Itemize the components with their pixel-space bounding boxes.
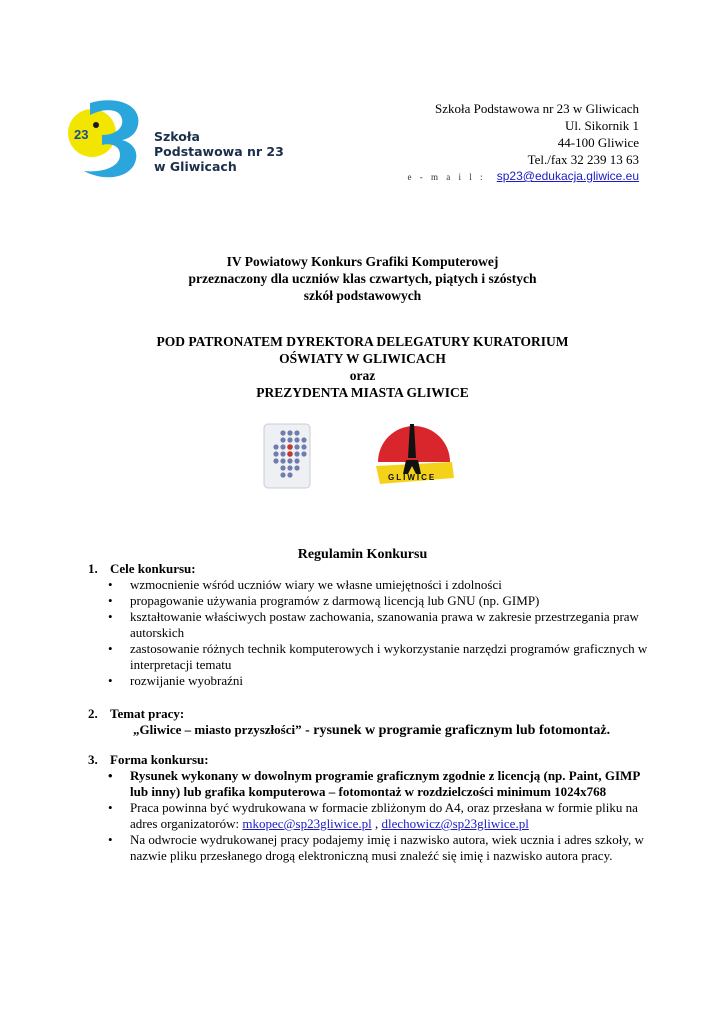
email-link-mkopec[interactable]: mkopec@sp23gliwice.pl bbox=[242, 816, 372, 831]
email-link[interactable]: sp23@edukacja.gliwice.eu bbox=[496, 169, 639, 183]
logo-digit: 23 bbox=[74, 127, 89, 142]
form-list bbox=[88, 768, 648, 864]
gliwice-emblem bbox=[372, 418, 457, 490]
logo-line-1: Szkoła bbox=[154, 129, 200, 144]
list-item: • rozwijanie wyobraźni bbox=[88, 673, 648, 689]
section-form bbox=[88, 752, 648, 864]
logo-line-3: w Gliwicach bbox=[154, 159, 237, 174]
email-link-dlechowicz[interactable]: dlechowicz@sp23gliwice.pl bbox=[381, 816, 529, 831]
list-item: • zastosowanie różnych technik komputerowych i wykorzystanie narzędzi programów graficznych w interpretacji tematu bbox=[88, 641, 648, 673]
title-line-3: szkół podstawowych bbox=[303, 288, 422, 303]
list-item: • Na odwrocie wydrukowanej pracy podajemy imię i nazwisko autora, wiek ucznia i adres szkoły, w nazwie pliku przesłanego drogą elektroniczną musi znaleźć się imię i nazwisko autora pracy. bbox=[88, 832, 648, 864]
address-line: Ul. Sikornik 1 bbox=[564, 118, 639, 133]
section-heading: 2. Temat pracy: bbox=[88, 706, 185, 721]
contest-title bbox=[0, 253, 725, 304]
list-item: • Rysunek wykonany w dowolnym programie graficznym zgodnie z licencją (np. Paint, GIMP lub inny) lub grafika komputerowa – fotomontaż w rozdzielczości minimum 1024x768 bbox=[88, 768, 648, 800]
title-line-1: IV Powiatowy Konkurs Grafiki Komputerowej bbox=[226, 254, 499, 269]
patronage-line-2: OŚWIATY W GLIWICACH bbox=[279, 351, 446, 366]
theme-text: „Gliwice – miasto przyszłości” - rysunek w programie graficznym lub fotomontaż. bbox=[133, 722, 611, 738]
list-item: • propagowanie używania programów z darmową licencją lub GNU (np. GIMP) bbox=[88, 593, 648, 609]
email-label: e - m a i l : bbox=[407, 172, 486, 182]
email-line bbox=[407, 168, 639, 186]
section-theme bbox=[88, 706, 648, 739]
list-item: • wzmocnienie wśród uczniów wiary we własne umiejętności i zdolności bbox=[88, 577, 648, 593]
school-logo bbox=[62, 95, 284, 180]
address-line: 44-100 Gliwice bbox=[557, 135, 639, 150]
patronage-line-4: PREZYDENTA MIASTA GLIWICE bbox=[256, 385, 469, 400]
logo-line-2: Podstawowa nr 23 bbox=[154, 144, 284, 159]
address-line: Szkoła Podstawowa nr 23 w Gliwicach bbox=[435, 101, 639, 116]
list-item: • Praca powinna być wydrukowana w formacie zbliżonym do A4, oraz przesłana w formie pliku na adres organizatorów: mkopec@sp23gliwice.pl , dlechowicz@sp23gliwice.pl bbox=[88, 800, 648, 832]
section-goals bbox=[88, 561, 648, 689]
address-line: Tel./fax 32 239 13 63 bbox=[527, 152, 639, 167]
regulations-title: Regulamin Konkursu bbox=[297, 547, 428, 562]
patronage bbox=[0, 333, 725, 401]
section-heading: 3. Forma konkursu: bbox=[88, 752, 209, 767]
goals-list bbox=[88, 577, 648, 689]
patronage-line-1: POD PATRONATEM DYREKTORA DELEGATURY KURATORIUM bbox=[156, 334, 569, 349]
patronage-line-3: oraz bbox=[349, 368, 376, 383]
emblem-text: GLIWICE bbox=[388, 473, 437, 482]
kuratorium-emblem bbox=[263, 423, 311, 489]
list-item: • kształtowanie właściwych postaw zachowania, szanowania prawa w zakresie przestrzegania praw autorskich bbox=[88, 609, 648, 641]
title-line-2: przeznaczony dla uczniów klas czwartych, piątych i szóstych bbox=[188, 271, 537, 286]
school-address bbox=[407, 100, 639, 186]
section-heading: 1. Cele konkursu: bbox=[88, 561, 196, 576]
